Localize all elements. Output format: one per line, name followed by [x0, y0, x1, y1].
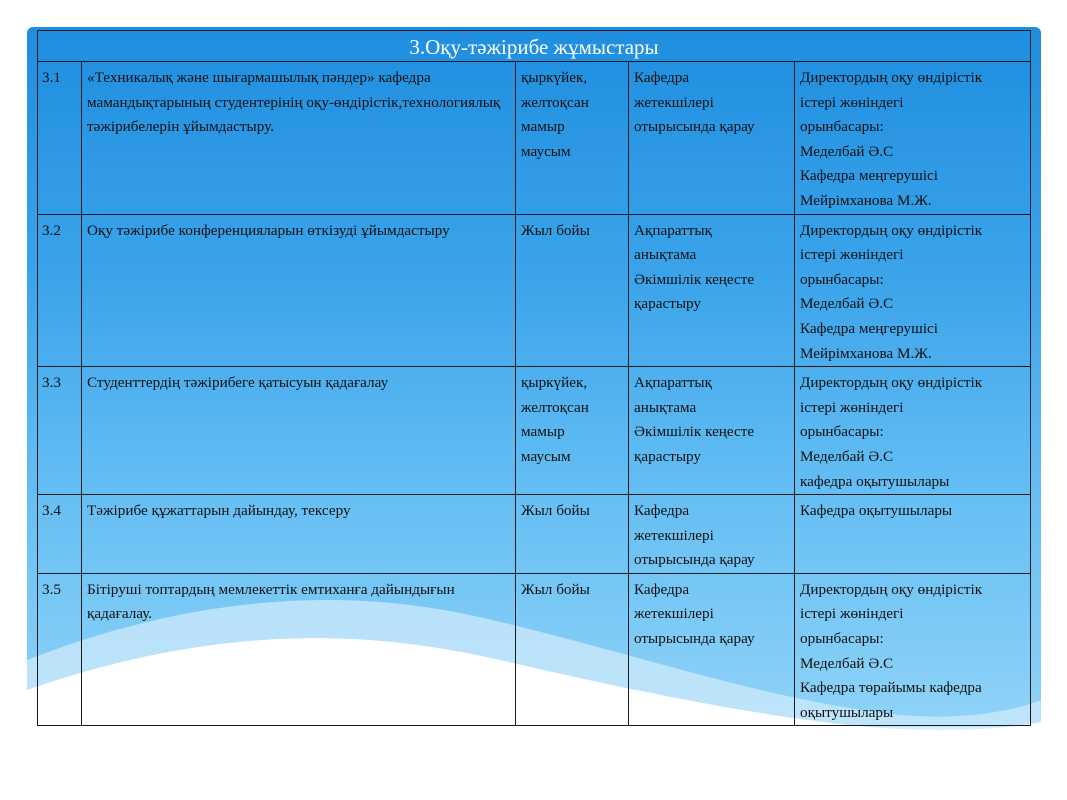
responsible-cell: Директордың оқу өндірістік істері жөніндегі орынбасары: Меделбай Ә.С кафедра оқытушылары	[795, 367, 1031, 495]
period-cell: қыркүйек, желтоқсан мамыр маусым	[516, 62, 629, 215]
task-cell: Тәжірибе құжаттарын дайындау, тексеру	[82, 495, 516, 574]
responsible-cell: Директордың оқу өндірістік істері жөніндегі орынбасары: Меделбай Ә.С Кафедра меңгерушісі Мейрімханова М.Ж.	[795, 62, 1031, 215]
row-number: 3.4	[38, 495, 82, 574]
period-cell: Жыл бойы	[516, 573, 629, 726]
task-cell: «Техникалық және шығармашылық пәндер» кафедра мамандықтарының студентерінің оқу-өндірістік,технологиялық тәжірибелерін ұйымдастыру.	[82, 62, 516, 215]
form-cell: Кафедра жетекшілері отырысында қарау	[629, 62, 795, 215]
work-plan-table	[37, 30, 1031, 726]
row-number: 3.1	[38, 62, 82, 215]
form-cell: Кафедра жетекшілері отырысында қарау	[629, 495, 795, 574]
table-title-row	[38, 31, 1031, 62]
table-row	[38, 573, 1031, 726]
form-cell: Кафедра жетекшілері отырысында қарау	[629, 573, 795, 726]
responsible-cell: Кафедра оқытушылары	[795, 495, 1031, 574]
table-body	[38, 62, 1031, 726]
period-cell: Жыл бойы	[516, 214, 629, 367]
form-cell: Ақпараттық анықтама Әкімшілік кеңесте қарастыру	[629, 367, 795, 495]
period-cell: Жыл бойы	[516, 495, 629, 574]
table-title: 3.Оқу-тәжірибе жұмыстары	[38, 31, 1031, 62]
form-cell: Ақпараттық анықтама Әкімшілік кеңесте қарастыру	[629, 214, 795, 367]
table-row	[38, 367, 1031, 495]
task-cell: Оқу тәжірибе конференцияларын өткізуді ұйымдастыру	[82, 214, 516, 367]
row-number: 3.3	[38, 367, 82, 495]
row-number: 3.2	[38, 214, 82, 367]
table-row	[38, 214, 1031, 367]
task-cell: Бітіруші топтардың мемлекеттік емтиханға дайындығын қадағалау.	[82, 573, 516, 726]
responsible-cell: Директордың оқу өндірістік істері жөніндегі орынбасары: Меделбай Ә.С Кафедра меңгерушісі Мейрімханова М.Ж.	[795, 214, 1031, 367]
table-row	[38, 62, 1031, 215]
table-row	[38, 495, 1031, 574]
row-number: 3.5	[38, 573, 82, 726]
task-cell: Студенттердің тәжірибеге қатысуын қадағалау	[82, 367, 516, 495]
period-cell: қыркүйек, желтоқсан мамыр маусым	[516, 367, 629, 495]
responsible-cell: Директордың оқу өндірістік істері жөніндегі орынбасары: Меделбай Ә.С Кафедра төрайымы кафедра оқытушылары	[795, 573, 1031, 726]
